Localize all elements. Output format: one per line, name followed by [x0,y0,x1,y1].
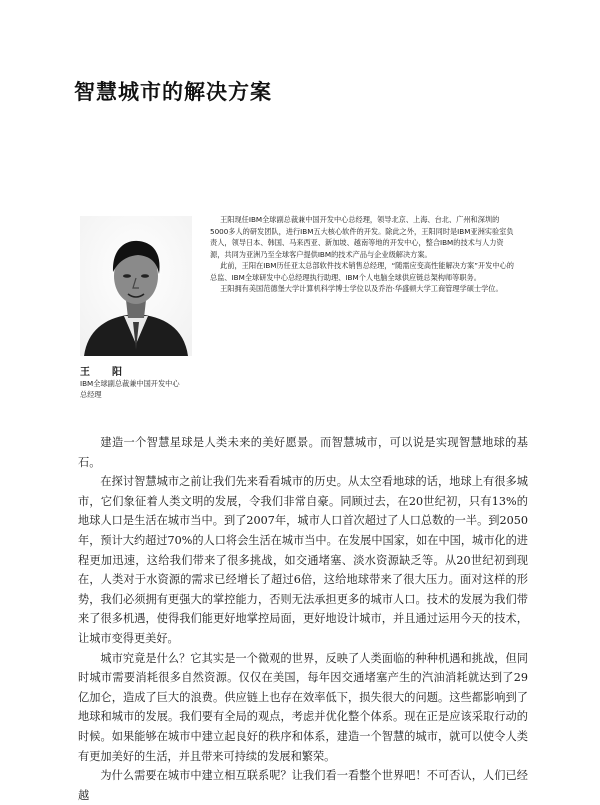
page-title: 智慧城市的解决方案 [74,80,272,104]
body-paragraph: 建造一个智慧星球是人类未来的美好愿景。而智慧城市，可以说是实现智慧地球的基石。 [78,436,528,469]
author-photo [80,216,192,356]
body-paragraph: 为什么需要在城市中建立相互联系呢？让我们看一看整个世界吧！不可否认，人们已经越 [78,769,528,802]
portrait-image [80,216,192,356]
bio-paragraph: 王阳现任IBM全球副总裁兼中国开发中心总经理，领导北京、上海、台北、广州和深圳的5000多人的研发团队，进行IBM五大核心软件的开发。除此之外，王阳同时是IBM亚洲实验室负责人，领导日本、韩国、马来西亚、新加坡、越南等地的开发中心，整合IBM的技术与人力资源，共同为亚洲乃至全球客户提供IBM的技术产品与企业级解决方案。 [210,215,514,259]
bio-paragraph: 王阳拥有美国范德堡大学计算机科学博士学位以及乔治·华盛顿大学工商管理学硕士学位。 [220,284,503,293]
author-role-line: IBM全球副总裁兼中国开发中心 [80,379,180,388]
bio-paragraph: 此前，王阳在IBM历任亚太总部软件技术销售总经理，“随需应变高性能解决方案”开发中心的总监、IBM全球研发中心总经理执行助理、IBM个人电脑全球供应链总架构师等职务。 [210,261,514,282]
author-role-line: 总经理 [80,390,102,399]
author-name: 王 阳 [80,367,128,378]
article-body [78,433,528,805]
body-paragraph: 城市究竟是什么？它其实是一个微观的世界，反映了人类面临的种种机遇和挑战，但同时城市需要消耗很多自然资源。仅仅在美国，每年因交通堵塞产生的汽油消耗就达到了29亿加仑，造成了巨大的浪费。供应链上也存在效率低下，损失很大的问题。这些都影响到了地球和城市的发展。我们要有全局的观点，考虑并优化整个体系。现在正是应该采取行动的时候。如果能够在城市中建立起良好的秩序和体系，建造一个智慧的城市，就可以使令人类有更加美好的生活，并且带来可持续的发展和繁荣。 [78,651,528,763]
author-bio [210,214,515,295]
author-role [80,378,240,400]
body-paragraph: 在探讨智慧城市之前让我们先来看看城市的历史。从太空看地球的话，地球上有很多城市，它们象征着人类文明的发展，令我们非常自豪。同顾过去，在20世纪初，只有13%的地球人口是生活在城市当中。到了2007年，城市人口首次超过了人口总数的一半。到2050年，预计大约超过70%的人口将会生活在城市当中。在发展中国家，如在中国，城市化的进程更加迅速，这给我们带来了很多挑战，如交通堵塞、淡水资源缺乏等。从20世纪初到现在，人类对于水资源的需求已经增长了超过6倍，这给地球带来了很大压力。面对这样的形势，我们必须拥有更强大的掌控能力，否则无法承担更多的城市人口。技术的发展为我们带来了很多机遇，使得我们能更好地掌控局面，更好地设计城市，并且通过运用今天的技术，让城市变得更美好。 [78,475,528,645]
